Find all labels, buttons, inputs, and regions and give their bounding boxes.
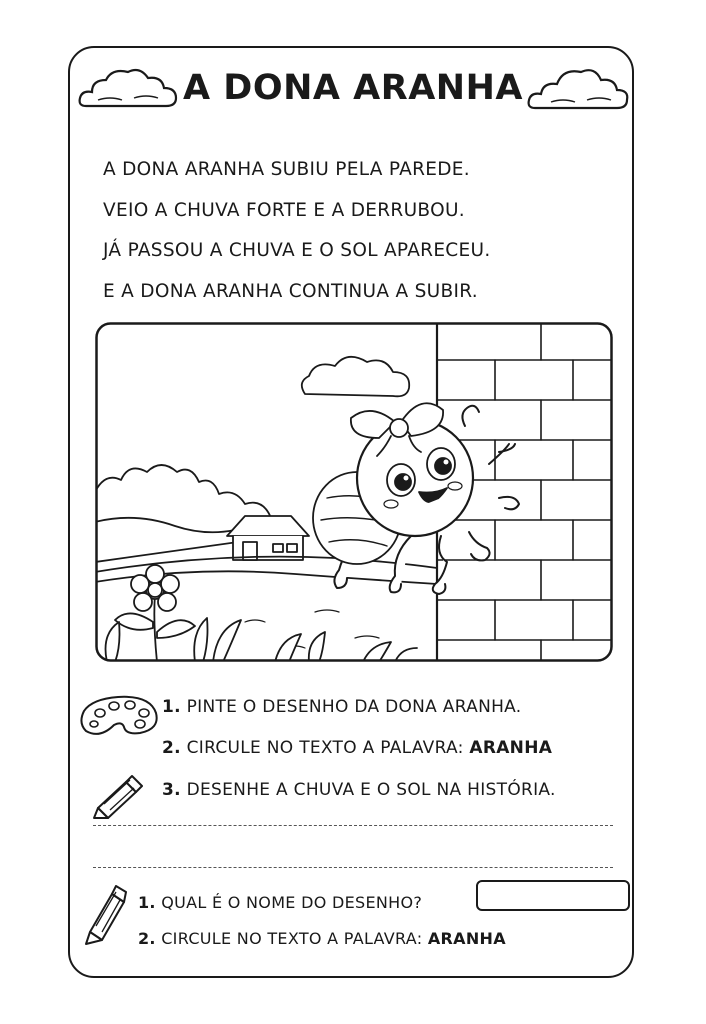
question-2 bbox=[138, 929, 506, 948]
task-keyword: ARANHA bbox=[469, 738, 553, 758]
poem-line: E A DONA ARANHA CONTINUA A SUBIR. bbox=[103, 280, 478, 302]
question-text: QUAL É O NOME DO DESENHO? bbox=[161, 893, 423, 912]
task-text: PINTE O DESENHO DA DONA ARANHA. bbox=[186, 697, 522, 717]
answer-box[interactable] bbox=[476, 880, 630, 911]
writing-line[interactable] bbox=[93, 825, 613, 826]
task-number: 1. bbox=[162, 697, 181, 717]
question-keyword: ARANHA bbox=[427, 929, 506, 948]
crayon-icon bbox=[82, 882, 128, 948]
question-number: 1. bbox=[138, 893, 156, 912]
question-1 bbox=[138, 893, 422, 912]
paint-palette-icon bbox=[78, 693, 160, 741]
writing-line[interactable] bbox=[93, 867, 613, 868]
question-text: CIRCULE NO TEXTO A PALAVRA: bbox=[161, 929, 428, 948]
task-text: CIRCULE NO TEXTO A PALAVRA: bbox=[186, 738, 470, 758]
poem-line: A DONA ARANHA SUBIU PELA PAREDE. bbox=[103, 159, 470, 180]
spider-coloring-illustration[interactable] bbox=[95, 322, 613, 662]
question-number: 2. bbox=[138, 929, 156, 948]
crayon-icon bbox=[92, 774, 144, 820]
poem-line: VEIO A CHUVA FORTE E A DERRUBOU. bbox=[103, 199, 465, 221]
poem-line: JÁ PASSOU A CHUVA E O SOL APARECEU. bbox=[103, 240, 491, 261]
task-text: DESENHE A CHUVA E O SOL NA HISTÓRIA. bbox=[186, 780, 556, 800]
task-number: 3. bbox=[162, 780, 181, 800]
task-2 bbox=[162, 738, 552, 758]
poem bbox=[103, 150, 491, 312]
page-title: A DONA ARANHA bbox=[183, 68, 523, 108]
task-1 bbox=[162, 697, 522, 717]
task-3 bbox=[162, 780, 556, 800]
task-number: 2. bbox=[162, 738, 181, 758]
